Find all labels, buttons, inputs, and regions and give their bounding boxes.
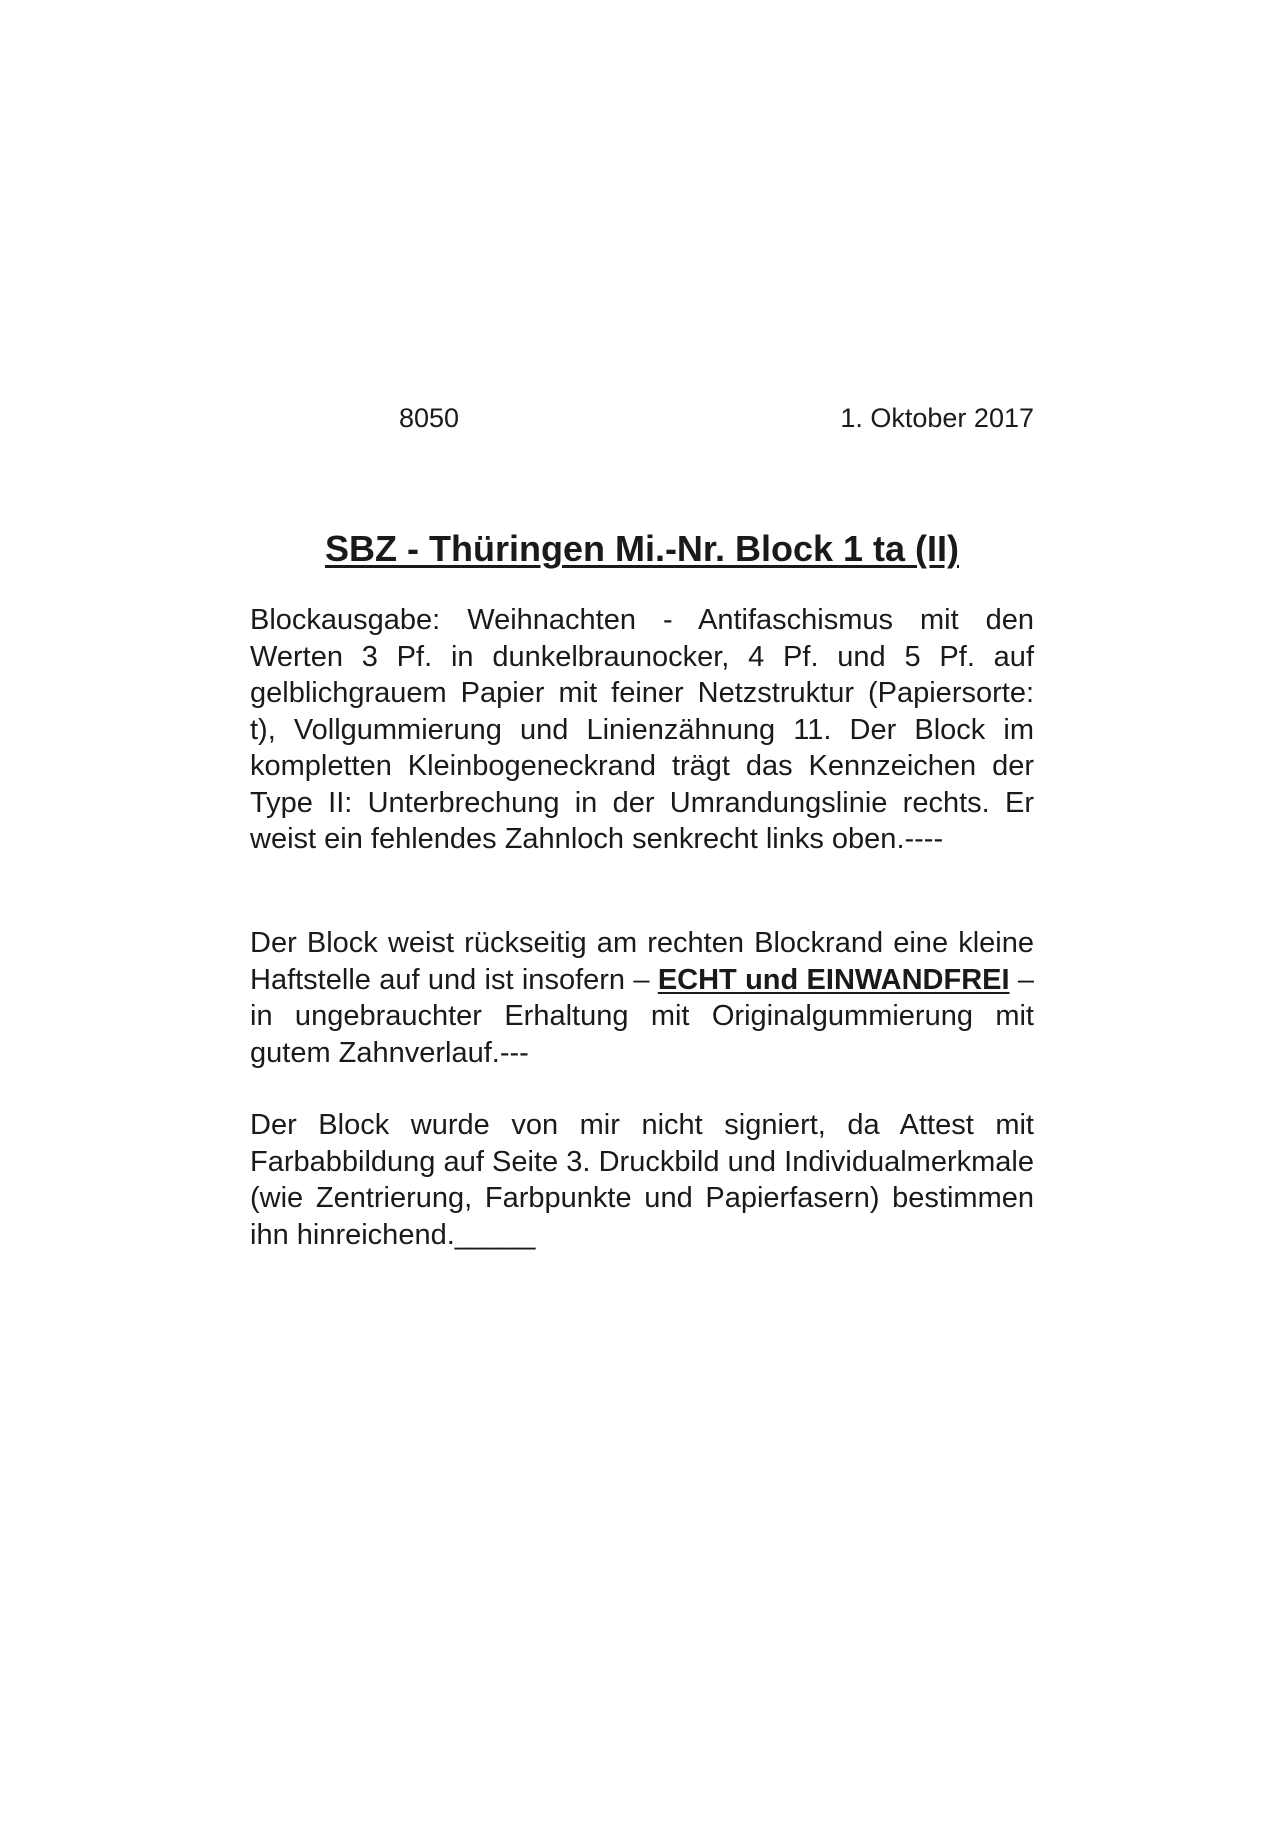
- assessment-text-after: – in ungebrauchter Erhaltung mit Originalgummierung mit gutem Zahnverlauf.---: [250, 963, 1034, 1069]
- document-title: SBZ - Thüringen Mi.-Nr. Block 1 ta (II): [324, 528, 960, 569]
- document-number: 8050: [399, 403, 460, 433]
- paragraph-description: Blockausgabe: Weihnachten - Antifaschismus mit den Werten 3 Pf. in dunkelbraunocker, 4 Pf. und 5 Pf. auf gelblichgrauem Papier mit feiner Netzstruktur (Papiersorte: t), Vollgummierung und Linienzähnung 11. Der Block im kompletten Kleinbogeneckrand trägt das Kennzeichen der Type II: Unterbrechung in der Umrandungslinie rechts. Er weist ein fehlendes Zahnloch senkrecht links oben.----: [250, 604, 1034, 855]
- document-date: 1. Oktober 2017: [840, 403, 1034, 433]
- paragraph-signature-note: Der Block wurde von mir nicht signiert, da Attest mit Farbabbildung auf Seite 3. Druckbild und Individualmerkmale (wie Zentrierung, Farbpunkte und Papierfasern) bestimmen ihn hinreichend._____: [250, 1109, 1034, 1251]
- header-row: [250, 400, 1034, 436]
- paragraph-assessment: [250, 925, 1034, 1071]
- assessment-text-before: Der Block weist rückseitig am rechten Blockrand eine kleine Haftstelle auf und ist insofern –: [250, 927, 1034, 996]
- assessment-verdict: ECHT und EINWANDFREI: [657, 963, 1010, 996]
